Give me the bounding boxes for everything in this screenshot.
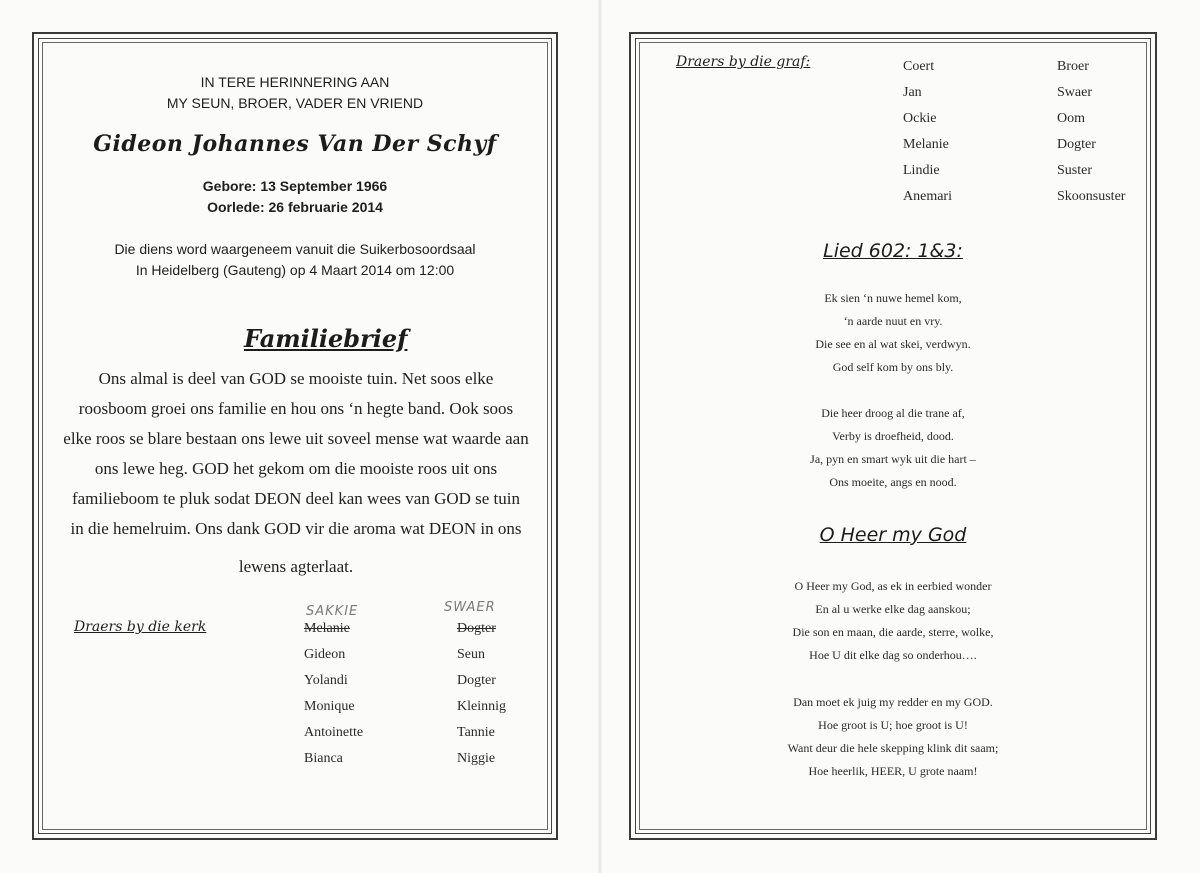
hymn-line: Die son en maan, die aarde, sterre, wolke, [792,625,994,639]
letter-heading: Familiebrief [244,324,408,353]
bearer-name: Gideon [304,647,346,662]
bearer-name: Anemari [903,189,952,204]
handwritten-relation-correction: SWAER [444,600,496,615]
hymn-line: Ons moeite, angs en nood. [829,475,957,489]
bearer-relation: Broer [1057,59,1089,74]
bearer-relation: Dogter [1057,137,1096,152]
deceased-name: Gideon Johannes Van Der Schyf [93,131,497,157]
bearer-name: Melanie [903,137,949,152]
church-bearer-names [304,616,363,772]
letter-line: ons lewe heg. GOD het gekom om die mooiste roos uit ons [94,459,498,478]
bearer-name: Bianca [304,751,343,766]
grave-bearer-relations [1057,54,1125,210]
bearer-name: Yolandi [304,673,348,688]
bearer-relation: Niggie [457,751,496,766]
bearer-name: Coert [903,59,935,74]
hymn-line: Hoe U dit elke dag so onderhou…. [809,648,977,662]
bearer-name: Ockie [903,111,937,126]
hymn-line: ‘n aarde nuut en vry. [843,314,943,328]
hymn-line: Die see en al wat skei, verdwyn. [815,337,971,351]
left-page-frame [32,32,558,840]
service-line-2: In Heidelberg (Gauteng) op 4 Maart 2014 om 12:00 [135,262,455,278]
hymn-o-heer-title: O Heer my God [819,524,967,546]
hymn-line: En al u werke elke dag aanskou; [815,602,971,616]
hymn-line: Hoe groot is U; hoe groot is U! [818,718,968,732]
page-fold [598,0,602,873]
bearer-relation: Skoonsuster [1057,189,1126,204]
letter-line: lewens agterlaat. [238,557,354,576]
church-bearer-relations [457,616,506,772]
hymn-line: Ja, pyn en smart wyk uit die hart – [810,452,976,466]
bearer-name: Jan [903,85,922,100]
bearer-relation: Seun [457,647,485,662]
handwritten-name-correction: SAKKIE [306,604,359,619]
header-line-1: IN TERE HERINNERING AAN [200,74,390,90]
hymn-line: God self kom by ons bly. [832,360,954,374]
church-bearers-label: Draers by die kerk [74,619,207,635]
born-date: Gebore: 13 September 1966 [202,178,388,194]
letter-line: elke roos se blare bestaan ons lewe uit soveel mense wat waarde aan [63,429,529,448]
grave-bearers-label: Draers by die graf: [676,54,811,70]
bearer-name: Antoinette [304,725,364,740]
bearer-name: Melanie [304,621,350,636]
hymn-602-title: Lied 602: 1&3: [823,240,963,262]
right-page-frame [629,32,1157,840]
bearer-relation: Tannie [457,725,495,740]
grave-bearer-names [903,54,952,210]
bearer-name: Lindie [903,163,940,178]
bearer-relation: Dogter [457,673,496,688]
bearer-name: Monique [304,699,355,714]
hymn-line: O Heer my God, as ek in eerbied wonder [794,579,992,593]
letter-line: familieboom te pluk sodat DEON deel kan wees van GOD se tuin [71,489,521,508]
hymn-line: Want deur die hele skepping klink dit saam; [787,741,999,755]
service-line-1: Die diens word waargeneem vanuit die Suikerbosoordsaal [114,241,476,257]
bearer-relation: Dogter [457,621,496,636]
hymn-602-verse-2 [631,402,1155,494]
bearer-relation: Swaer [1057,85,1092,100]
bearer-relation: Kleinnig [457,699,506,714]
letter-line: in die hemelruim. Ons dank GOD vir die aroma wat DEON in ons [70,519,522,538]
hymn-line: Dan moet ek juig my redder en my GOD. [793,695,993,709]
hymn-o-heer-verse-1 [631,575,1155,667]
hymn-line: Ek sien ‘n nuwe hemel kom, [824,291,962,305]
hymn-line: Verby is droefheid, dood. [832,429,954,443]
hymn-602-verse-1 [631,287,1155,379]
header-line-2: MY SEUN, BROER, VADER EN VRIEND [166,95,424,111]
family-letter [44,364,548,582]
bearer-relation: Oom [1057,111,1085,126]
died-date: Oorlede: 26 februarie 2014 [207,199,383,215]
hymn-o-heer-verse-2 [631,691,1155,783]
bearer-relation: Suster [1057,163,1092,178]
letter-line: Ons almal is deel van GOD se mooiste tuin. Net soos elke [98,369,494,388]
hymn-line: Hoe heerlik, HEER, U grote naam! [808,764,978,778]
letter-line: roosboom groei ons familie en hou ons ‘n hegte band. Ook soos [78,399,514,418]
hymn-line: Die heer droog al die trane af, [821,406,965,420]
